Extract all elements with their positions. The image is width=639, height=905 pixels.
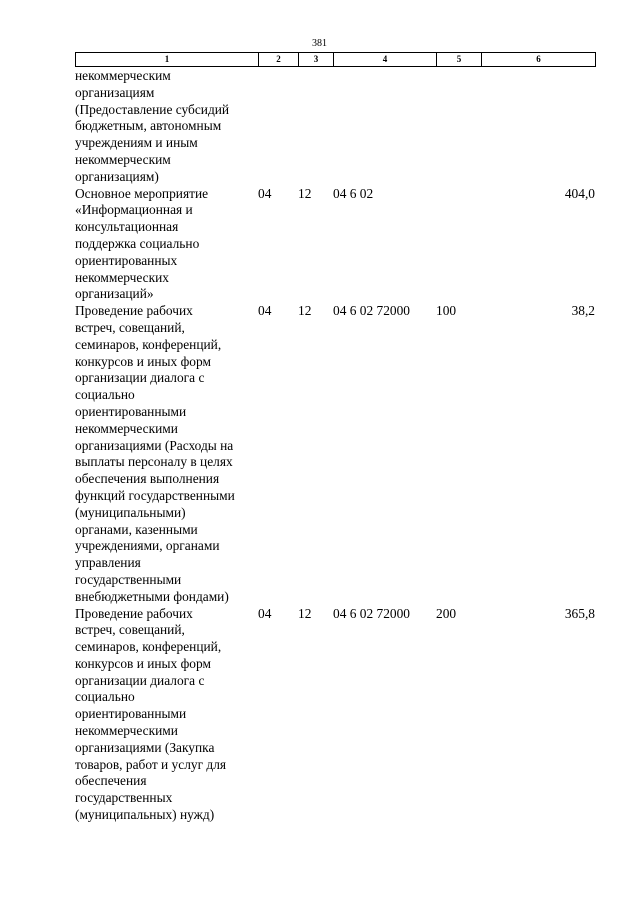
row-subsection-code: 12: [298, 185, 312, 201]
row-target-article-code: 04 6 02: [333, 185, 374, 201]
row-subsection-code: [298, 68, 333, 186]
table-row: [75, 68, 595, 186]
column-header-2: 2: [259, 53, 299, 67]
row-amount: [481, 68, 595, 186]
table-body: [75, 68, 595, 824]
row-target-article-code: [333, 68, 436, 186]
row-expense-type-code: 200: [436, 605, 457, 621]
row-amount: 38,2: [571, 303, 595, 319]
table-row: [75, 186, 595, 304]
row-section-code: 04: [258, 303, 272, 319]
column-header-3: 3: [299, 53, 334, 67]
row-section-code: 04: [258, 605, 272, 621]
column-header-1: 1: [76, 53, 259, 67]
row-section-code: [258, 68, 298, 186]
column-header-row: [76, 53, 596, 67]
row-description: Проведение рабочих встреч, совещаний, семинаров, конференций, конкурсов и иных форм организации диалога с социально ориентированными некоммерческими организациями (Закупка товаров, работ и услуг для обеспечения государственных (муниципальных) нужд): [75, 605, 227, 823]
column-header-table: [75, 52, 596, 67]
row-expense-type-code: [436, 186, 481, 304]
row-expense-type-code: [436, 68, 481, 186]
row-description: Основное мероприятие «Информационная и консультационная поддержка социально ориентированных некоммерческих организаций»: [75, 185, 209, 302]
table-row: [75, 303, 595, 605]
row-amount: 404,0: [564, 185, 595, 201]
row-subsection-code: 12: [298, 605, 312, 621]
row-description: некоммерческим организациям (Предоставление субсидий бюджетным, автономным учреждениям и иным некоммерческим организациям): [75, 68, 230, 184]
row-target-article-code: 04 6 02 72000: [333, 303, 410, 319]
row-target-article-code: 04 6 02 72000: [333, 605, 410, 621]
row-expense-type-code: 100: [436, 303, 457, 319]
column-header-5: 5: [437, 53, 482, 67]
row-section-code: 04: [258, 185, 272, 201]
row-subsection-code: 12: [298, 303, 312, 319]
row-description: Проведение рабочих встреч, совещаний, семинаров, конференций, конкурсов и иных форм организации диалога с социально ориентированными некоммерческими организациями (Расходы на выплаты персоналу в целях обеспечения выполнения функций государственными (муниципальными) органами, казенными учреждениями, органами управления государственными внебюджетными фондами): [75, 303, 235, 604]
table-row: [75, 606, 595, 824]
row-amount: 365,8: [564, 605, 595, 621]
page-number: 381: [312, 38, 327, 49]
column-header-4: 4: [334, 53, 437, 67]
column-header-6: 6: [482, 53, 596, 67]
